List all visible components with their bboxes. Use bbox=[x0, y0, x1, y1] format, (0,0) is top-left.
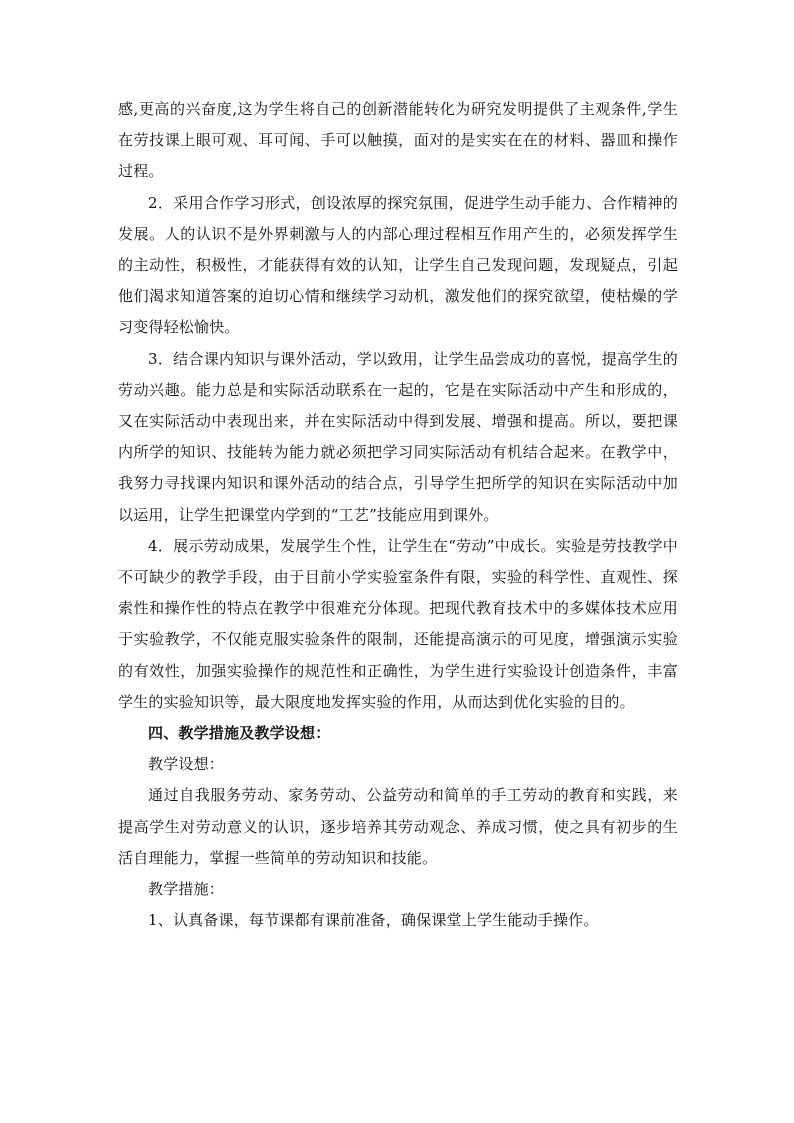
paragraph-point-3: 3．结合课内知识与课外活动，学以致用，让学生品尝成功的喜悦，提高学生的劳动兴趣。能力总是和实际活动联系在一起的，它是在实际活动中产生和形成的，又在实际活动中表现出来，并在实际活动中得到发展、增强和提高。所以，要把课内所学的知识、技能转为能力就必须把学习同实际活动有机结合起来。在教学中，我努力寻找课内知识和课外活动的结合点，引导学生把所学的知识在实际活动中加以运用，让学生把课堂内学到的“工艺”技能应用到课外。 bbox=[118, 349, 678, 524]
paragraph-continuation: 感,更高的兴奋度,这为学生将自己的创新潜能转化为研究发明提供了主观条件,学生在劳技课上眼可观、耳可闻、手可以触摸，面对的是实实在在的材料、器皿和操作过程。 bbox=[118, 100, 678, 181]
paragraph-point-2: 2．采用合作学习形式，创设浓厚的探究氛围，促进学生动手能力、合作精神的发展。人的认识不是外界刺激与人的内部心理过程相互作用产生的，必须发挥学生的主动性，积极性，才能获得有效的认知，让学生自己发现问题，发现疑点，引起他们渴求知道答案的迫切心情和继续学习动机，激发他们的探究欲望，使枯燥的学习变得轻松愉快。 bbox=[118, 193, 678, 337]
paragraph-measure-1: 1、认真备课，每节课都有课前准备，确保课堂上学生能动手操作。 bbox=[148, 911, 599, 930]
subheading-teaching-vision: 教学设想： bbox=[148, 755, 225, 774]
document-page bbox=[118, 94, 678, 936]
paragraph-point-4: 4．展示劳动成果，发展学生个性，让学生在“劳动”中成长。实验是劳技教学中不可缺少的教学手段，由于目前小学实验室条件有限，实验的科学性、直观性、探索性和操作性的特点在教学中很难充分体现。把现代教育技术中的多媒体技术应用于实验教学，不仅能克服实验条件的限制，还能提高演示的可见度，增强演示实验的有效性，加强实验操作的规范性和正确性，为学生进行实验设计创造条件，丰富学生的实验知识等，最大限度地发挥实验的作用，从而达到优化实验的目的。 bbox=[118, 536, 678, 711]
section-heading: 四、教学措施及教学设想： bbox=[148, 724, 331, 743]
paragraph-teaching-vision: 通过自我服务劳动、家务劳动、公益劳动和简单的手工劳动的教育和实践，来提高学生对劳动意义的认识，逐步培养其劳动观念、养成习惯，使之具有初步的生活自理能力，掌握一些简单的劳动知识和技能。 bbox=[118, 786, 678, 867]
subheading-teaching-measures: 教学措施： bbox=[148, 880, 225, 899]
